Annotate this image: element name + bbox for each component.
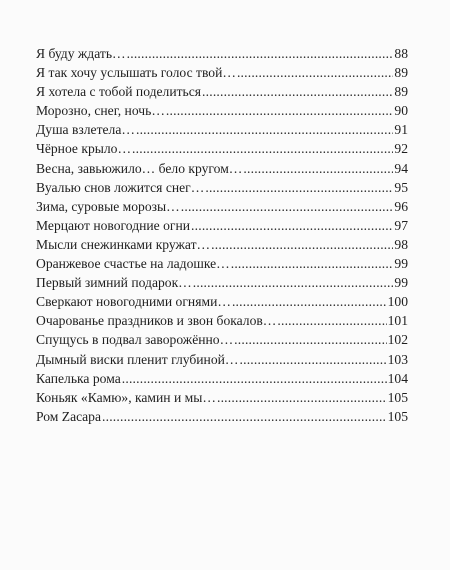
toc-entry-page: 105 — [387, 408, 408, 424]
toc-entry-page: 98 — [394, 236, 408, 252]
toc-entry-title: Дымный виски пленит глубиной… — [36, 351, 239, 367]
dot-leader — [243, 159, 393, 178]
toc-entry-title: Чёрное крыло… — [36, 141, 132, 157]
table-of-contents — [36, 44, 408, 426]
toc-entry — [36, 292, 408, 311]
toc-entry-page: 94 — [394, 160, 408, 176]
toc-entry-page: 99 — [394, 256, 408, 272]
toc-entry-title: Капелька рома — [36, 370, 121, 386]
toc-entry-page: 101 — [387, 313, 408, 329]
toc-entry — [36, 254, 408, 273]
toc-entry-title: Морозно, снег, ночь… — [36, 103, 165, 119]
toc-entry — [36, 350, 408, 369]
toc-entry-page: 100 — [387, 294, 408, 310]
dot-leader — [211, 235, 393, 254]
toc-entry-page: 96 — [394, 198, 408, 214]
toc-entry — [36, 120, 408, 139]
dot-leader — [234, 330, 386, 349]
dot-leader — [205, 178, 393, 197]
toc-entry — [36, 273, 408, 292]
toc-entry-title: Я так хочу услышать голос твой… — [36, 65, 236, 81]
dot-leader — [217, 388, 387, 407]
toc-entry-page: 103 — [387, 351, 408, 367]
toc-entry-title: Я буду ждать… — [36, 46, 126, 61]
toc-entry — [36, 63, 408, 82]
dot-leader — [237, 63, 393, 82]
toc-entry-page: 89 — [394, 84, 408, 100]
toc-entry-page: 105 — [387, 389, 408, 405]
toc-entry-title: Коньяк «Камю», камин и мы… — [36, 389, 216, 405]
toc-entry — [36, 139, 408, 158]
toc-entry — [36, 388, 408, 407]
toc-entry-page: 90 — [394, 103, 408, 119]
toc-entry — [36, 44, 408, 63]
toc-entry-title: Оранжевое счастье на ладошке… — [36, 256, 230, 272]
toc-entry — [36, 159, 408, 178]
toc-entry — [36, 178, 408, 197]
toc-entry-page: 97 — [394, 217, 408, 233]
dot-leader — [132, 139, 393, 158]
toc-entry — [36, 101, 408, 120]
toc-entry — [36, 407, 408, 426]
toc-entry-page: 91 — [394, 122, 408, 138]
toc-entry — [36, 311, 408, 330]
dot-leader — [127, 44, 394, 63]
toc-entry — [36, 330, 408, 349]
toc-entry — [36, 235, 408, 254]
toc-entry-title: Мысли снежинками кружат… — [36, 236, 211, 252]
toc-entry-page: 92 — [394, 141, 408, 157]
toc-entry-page: 104 — [387, 370, 408, 386]
toc-entry-title: Спущусь в подвал заворожённо… — [36, 332, 234, 348]
toc-entry-title: Душа взлетела… — [36, 122, 135, 138]
toc-entry-title: Мерцают новогодние огни — [36, 217, 191, 233]
toc-entry-page: 102 — [387, 332, 408, 348]
toc-entry-page: 99 — [394, 275, 408, 291]
toc-entry — [36, 82, 408, 101]
toc-entry — [36, 216, 408, 235]
dot-leader — [166, 101, 393, 120]
toc-entry-title: Я хотела с тобой поделиться — [36, 84, 202, 100]
toc-entry-title: Весна, завьюжило… бело кругом… — [36, 160, 243, 176]
toc-entry-page: 89 — [394, 65, 408, 81]
toc-entry-title: Сверкают новогодними огнями… — [36, 294, 231, 310]
toc-entry-page: 88 — [394, 46, 408, 61]
dot-leader — [122, 369, 387, 388]
dot-leader — [102, 407, 387, 426]
toc-entry — [36, 197, 408, 216]
dot-leader — [193, 273, 394, 292]
dot-leader — [202, 82, 393, 101]
toc-entry-title: Зима, суровые морозы… — [36, 198, 180, 214]
toc-entry — [36, 369, 408, 388]
dot-leader — [181, 197, 394, 216]
dot-leader — [232, 292, 387, 311]
toc-entry-title: Первый зимний подарок… — [36, 275, 192, 291]
toc-entry-title: Ром Zacapa — [36, 408, 101, 424]
toc-entry-page: 95 — [394, 179, 408, 195]
dot-leader — [191, 216, 393, 235]
dot-leader — [240, 350, 387, 369]
dot-leader — [277, 311, 386, 330]
toc-entry-title: Очарованье праздников и звон бокалов… — [36, 313, 277, 329]
toc-entry-title: Вуалью снов ложится снег… — [36, 179, 205, 195]
dot-leader — [136, 120, 393, 139]
dot-leader — [231, 254, 394, 273]
